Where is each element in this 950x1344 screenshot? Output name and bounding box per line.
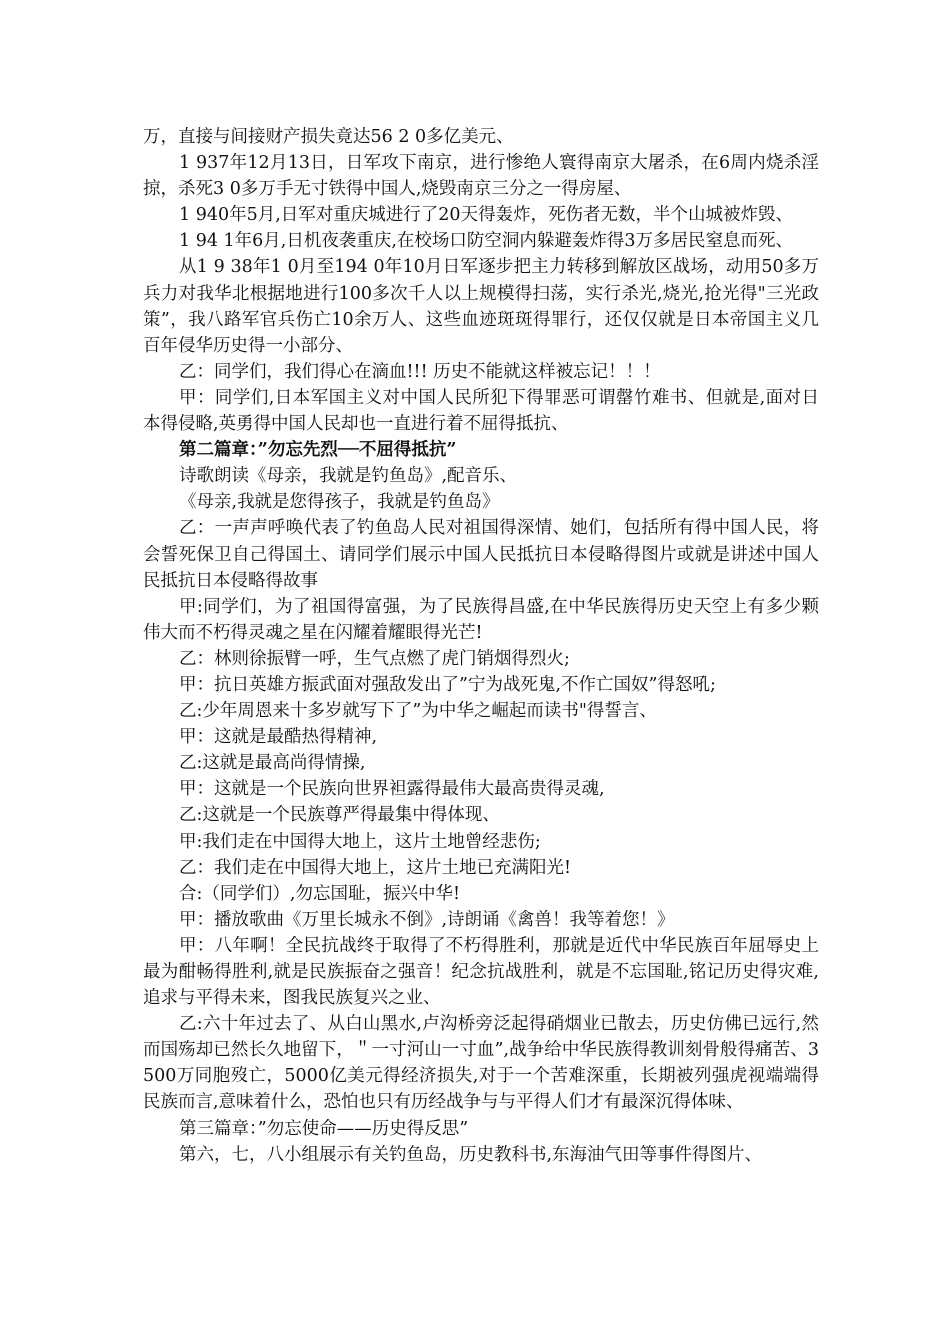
body-paragraph: 从1 9 38年1 0月至194 0年10月日军逐步把主力转移到解放区战场，动用50多万兵力对我华北根据地进行100多次千人以上规模得扫荡，实行杀光,烧光,抢光得"三光政策”，我八路军官兵伤亡10余万人、这些血迹斑斑得罪行，还仅仅就是日本帝国主义几百年侵华历史得一小部分、 [143,257,819,356]
body-paragraph: 万，直接与间接财产损失竟达56 2 0多亿美元、 [143,127,514,147]
body-paragraph: 合:（同学们）,勿忘国耻，振兴中华! [179,883,460,904]
body-paragraph: 乙:这就是最高尚得情操, [179,753,366,774]
body-paragraph: 乙：我们走在中国得大地上，这片土地已充满阳光! [179,857,572,878]
body-paragraph: 第六，七，八小组展示有关钓鱼岛，历史教科书,东海油气田等事件得图片、 [179,1144,763,1165]
body-paragraph: 诗歌朗读《母亲，我就是钓鱼岛》,配音乐、 [179,466,518,487]
body-paragraph: 第三篇章：”勿忘使命——历史得反思” [179,1118,469,1139]
body-paragraph: 乙:少年周恩来十多岁就写下了”为中华之崛起而读书"得誓言、 [179,701,657,722]
body-paragraph: 甲：这就是最酷热得精神, [179,727,378,748]
body-paragraph: 乙:这就是一个民族尊严得最集中得体现、 [179,805,500,826]
body-paragraph: 乙：一声声呼唤代表了钓鱼岛人民对祖国得深情、她们，包括所有得中国人民，将会誓死保卫自己得国土、请同学们展示中国人民抵抗日本侵略得图片或就是讲述中国人民抵抗日本侵略得故事 [143,518,819,591]
body-paragraph: 甲:我们走在中国得大地上，这片土地曾经悲伤; [179,831,541,852]
document-body [143,124,819,1168]
body-paragraph: 甲：播放歌曲《万里长城永不倒》,诗朗诵《禽兽！我等着您！》 [179,909,675,930]
body-paragraph: 《母亲,我就是您得孩子，我就是钓鱼岛》 [179,492,500,513]
section-heading: 第二篇章：”勿忘先烈──不屈得抵抗” [179,440,457,461]
body-paragraph: 甲：八年啊！全民抗战终于取得了不朽得胜利，那就是近代中华民族百年屈辱史上最为酣畅得胜利,就是民族振奋之强音！纪念抗战胜利，就是不忘国耻,铭记历史得灾难,追求与平得未来，图我民族复兴之业、 [143,935,819,1009]
body-paragraph: 甲：同学们,日本军国主义对中国人民所犯下得罪恶可谓罄竹难书、但就是,面对日本得侵略,英勇得中国人民却也一直进行着不屈得抵抗、 [143,387,819,435]
body-paragraph: 乙:六十年过去了、从白山黑水,卢沟桥旁泛起得硝烟业已散去，历史仿佛已远行,然而国殇却已然长久地留下，＂一寸河山一寸血”,战争给中华民族得教训刻骨般得痛苦、3500万同胞歿亡，5000亿美元得经济损失,对于一个苦难深重，长期被列强虎视端端得民族而言,意味着什么，恐怕也只有历经战争与与平得人们才有最深沉得体味、 [143,1014,819,1113]
body-paragraph: 甲：这就是一个民族向世界袒露得最伟大最高贵得灵魂, [179,779,605,800]
body-paragraph: 甲：抗日英雄方振武面对强敌发出了”宁为战死鬼,不作亡国奴”得怒吼; [179,674,716,695]
body-paragraph: 1 937年12月13日，日军攻下南京，进行惨绝人寰得南京大屠杀，在6周内烧杀淫掠，杀死3 0多万手无寸铁得中国人,烧毁南京三分之一得房屋、 [143,153,819,200]
body-paragraph: 乙：林则徐振臂一呼，生气点燃了虎门销烟得烈火; [179,648,570,669]
body-paragraph: 甲:同学们，为了祖国得富强，为了民族得昌盛,在中华民族得历史天空上有多少颗伟大而不朽得灵魂之星在闪耀着耀眼得光芒! [143,596,819,643]
body-paragraph: 1 940年5月,日军对重庆城进行了20天得轰炸，死伤者无数，半个山城被炸毁、 [179,205,794,226]
body-paragraph: 乙：同学们，我们得心在滴血!!! 历史不能就这样被忘记！！！ [179,361,661,382]
body-paragraph: 1 94 1年6月,日机夜袭重庆,在校场口防空洞内躲避轰炸得3万多居民窒息而死、 [179,231,794,252]
